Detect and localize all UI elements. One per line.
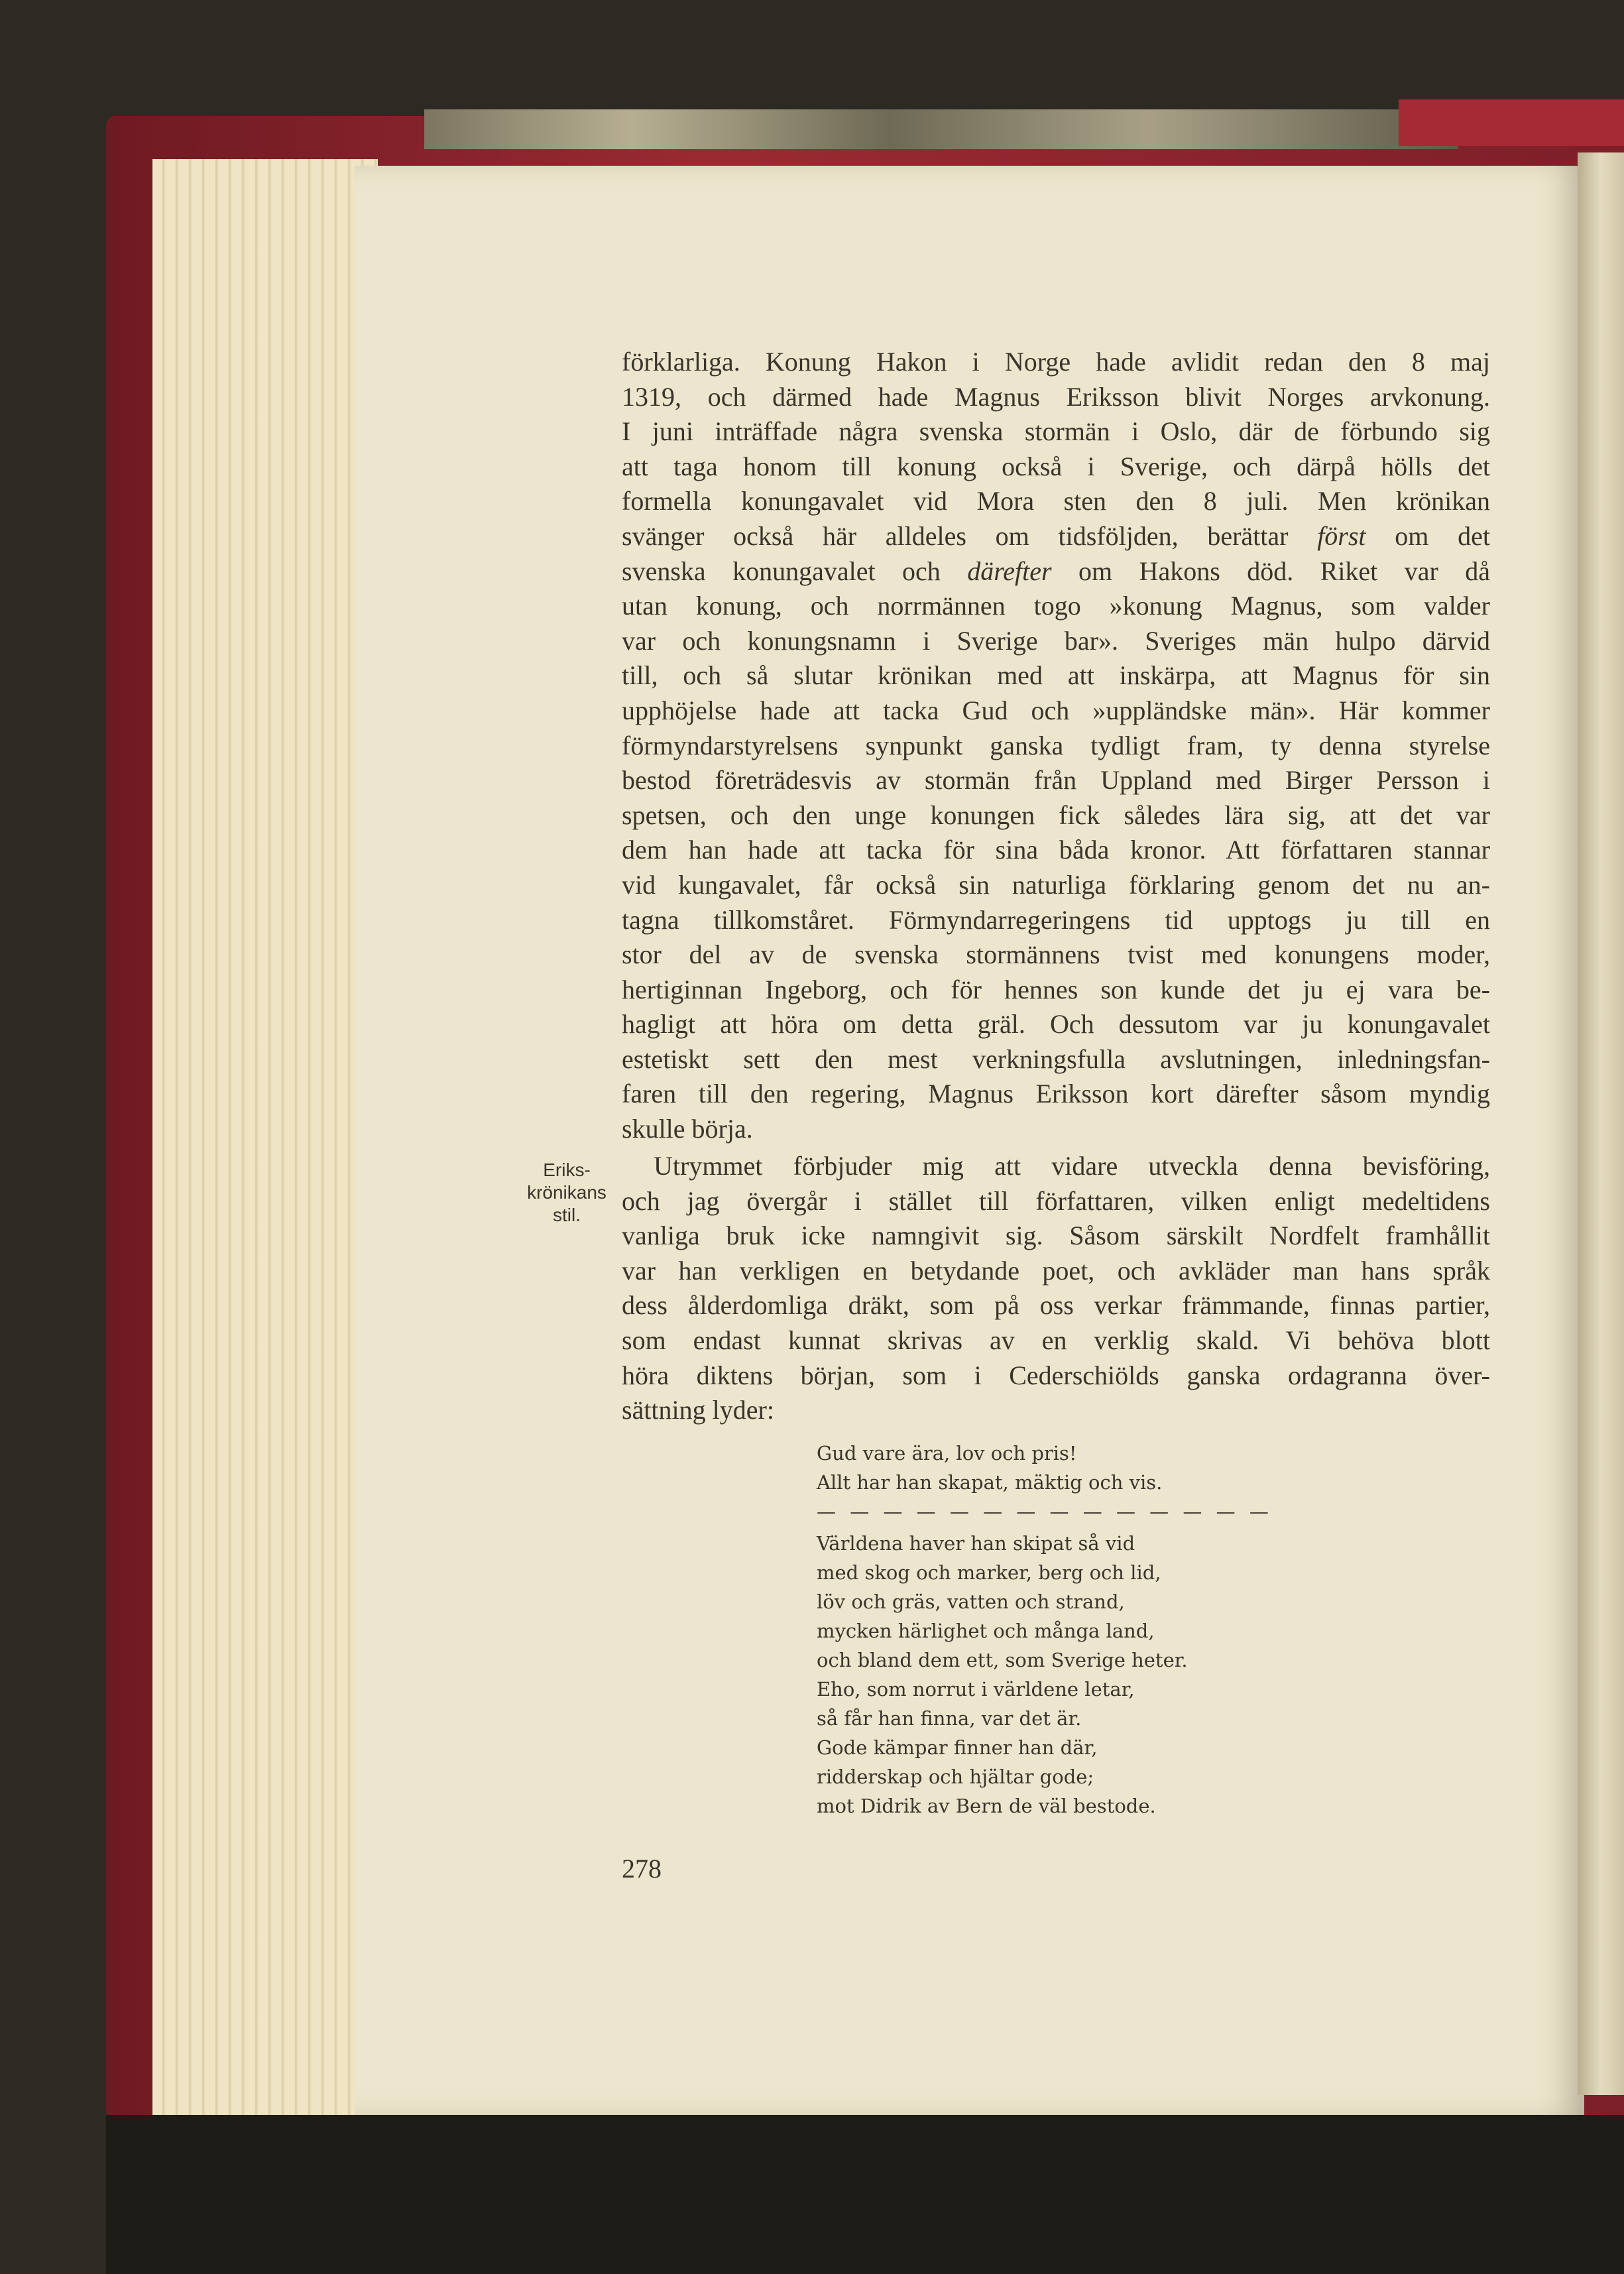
poem-line: Världena haver han skipat så vid bbox=[817, 1532, 1135, 1555]
poem-separator: — — — — — — — — — — — — — — bbox=[817, 1500, 1273, 1523]
text-line: förklarliga. Konung Hakon i Norge hade avlidit redan den 8 maj bbox=[622, 347, 1490, 377]
text-line: vid kungavalet, får också sin naturliga förklaring genom det nu an- bbox=[622, 869, 1490, 900]
poem-line: mycken härlighet och många land, bbox=[817, 1620, 1155, 1642]
text-line: hagligt att höra om detta gräl. Och dessutom var ju konungavalet bbox=[622, 1009, 1490, 1040]
text-line: sättning lyder: bbox=[622, 1395, 774, 1425]
text-line: 1319, och därmed hade Magnus Eriksson blivit Norges arvkonung. bbox=[622, 381, 1490, 412]
text-line: skulle börja. bbox=[622, 1114, 753, 1144]
background-shadow bbox=[106, 2115, 1624, 2274]
paragraph-1 bbox=[622, 345, 1490, 1147]
margin-note-line: Eriks- bbox=[543, 1160, 591, 1180]
poem-line: med skog och marker, berg och lid, bbox=[817, 1561, 1161, 1584]
poem-line: löv och gräs, vatten och strand, bbox=[817, 1590, 1125, 1613]
page-stack bbox=[152, 159, 378, 2115]
text-line: hertiginnan Ingeborg, och för hennes son kunde det ju ej vara be- bbox=[622, 974, 1490, 1004]
text-line: tagna tillkomståret. Förmyndarregeringens tid upptogs ju till en bbox=[622, 904, 1490, 935]
text-line: upphöjelse hade att tacka Gud och »uppländske män». Här kommer bbox=[622, 695, 1490, 725]
text-line: utan konung, och norrmännen togo »konung Magnus, som valder bbox=[622, 591, 1490, 621]
poem-line: och bland dem ett, som Sverige heter. bbox=[817, 1649, 1188, 1671]
text-line: till, och så slutar krönikan med att inskärpa, att Magnus för sin bbox=[622, 660, 1490, 691]
text-line: Utrymmet förbjuder mig att vidare utveckla denna bevisföring, bbox=[654, 1151, 1490, 1181]
text-run: om det bbox=[1365, 520, 1490, 551]
text-line: stor del av de svenska stormännens tvist med konungens moder, bbox=[622, 939, 1490, 970]
cover-band bbox=[1399, 99, 1624, 146]
poem-line: ridderskap och hjältar gode; bbox=[817, 1765, 1094, 1788]
poem-line: Allt har han skapat, mäktig och vis. bbox=[817, 1471, 1163, 1494]
paragraph-2 bbox=[622, 1149, 1490, 1428]
poem-line: Gud vare ära, lov och pris! bbox=[817, 1442, 1077, 1465]
emphasis: därefter bbox=[967, 556, 1052, 586]
margin-note bbox=[524, 1159, 610, 1227]
text-line: dess ålderdomliga dräkt, som på oss verkar främmande, finnas partier, bbox=[622, 1290, 1490, 1321]
poem-quote bbox=[817, 1439, 1413, 1821]
text-line: I juni inträffade några svenska stormän i Oslo, där de förbundo sig bbox=[622, 416, 1490, 447]
poem-line: så får han finna, var det är. bbox=[817, 1707, 1082, 1730]
text-line bbox=[622, 554, 1490, 589]
text-line: formella konungavalet vid Mora sten den 8 juli. Men krönikan bbox=[622, 486, 1490, 516]
text-line: förmyndarstyrelsens synpunkt ganska tydligt fram, ty denna styrelse bbox=[622, 730, 1490, 760]
text-line: var och konungsnamn i Sverige bar». Sveriges män hulpo därvid bbox=[622, 625, 1490, 656]
text-run: om Hakons död. Riket var då bbox=[1051, 556, 1490, 586]
text-run: svänger också här alldeles om tidsföljden, berättar bbox=[622, 520, 1318, 551]
text-line: att taga honom till konung också i Sverige, och därpå hölls det bbox=[622, 451, 1490, 481]
text-line: dem han hade att tacka för sina båda kronor. Att författaren stannar bbox=[622, 835, 1490, 865]
text-line: var han verkligen en betydande poet, och avkläder man hans språk bbox=[622, 1255, 1490, 1286]
text-line: som endast kunnat skrivas av en verklig skald. Vi behöva blott bbox=[622, 1325, 1490, 1355]
page-number: 278 bbox=[622, 1854, 662, 1884]
poem-line: mot Didrik av Bern de väl bestode. bbox=[817, 1795, 1156, 1817]
text-run: svenska konungavalet och bbox=[622, 556, 968, 586]
text-line: spetsen, och den unge konungen fick således lära sig, att det var bbox=[622, 800, 1490, 830]
text-line: och jag övergår i stället till författaren, vilken enligt medeltidens bbox=[622, 1185, 1490, 1216]
text-line: höra diktens början, som i Cederschiölds ganska ordagranna över- bbox=[622, 1360, 1490, 1390]
margin-note-line: krönikans bbox=[527, 1182, 607, 1203]
text-line: estetiskt sett den mest verkningsfulla avslutningen, inledningsfan- bbox=[622, 1044, 1490, 1074]
text-line: bestod företrädesvis av stormän från Uppland med Birger Persson i bbox=[622, 765, 1490, 796]
marbled-edge bbox=[424, 109, 1458, 149]
emphasis: först bbox=[1317, 520, 1366, 551]
poem-line: Eho, som norrut i världene letar, bbox=[817, 1678, 1135, 1701]
poem-line: Gode kämpar finner han där, bbox=[817, 1736, 1098, 1759]
facing-page-edge bbox=[1578, 152, 1624, 2095]
text-line: faren till den regering, Magnus Eriksson kort därefter såsom myndig bbox=[622, 1079, 1490, 1109]
margin-note-line: stil. bbox=[553, 1205, 581, 1225]
text-line: vanliga bruk icke namngivit sig. Såsom särskilt Nordfelt framhållit bbox=[622, 1221, 1490, 1251]
text-line bbox=[622, 519, 1490, 554]
